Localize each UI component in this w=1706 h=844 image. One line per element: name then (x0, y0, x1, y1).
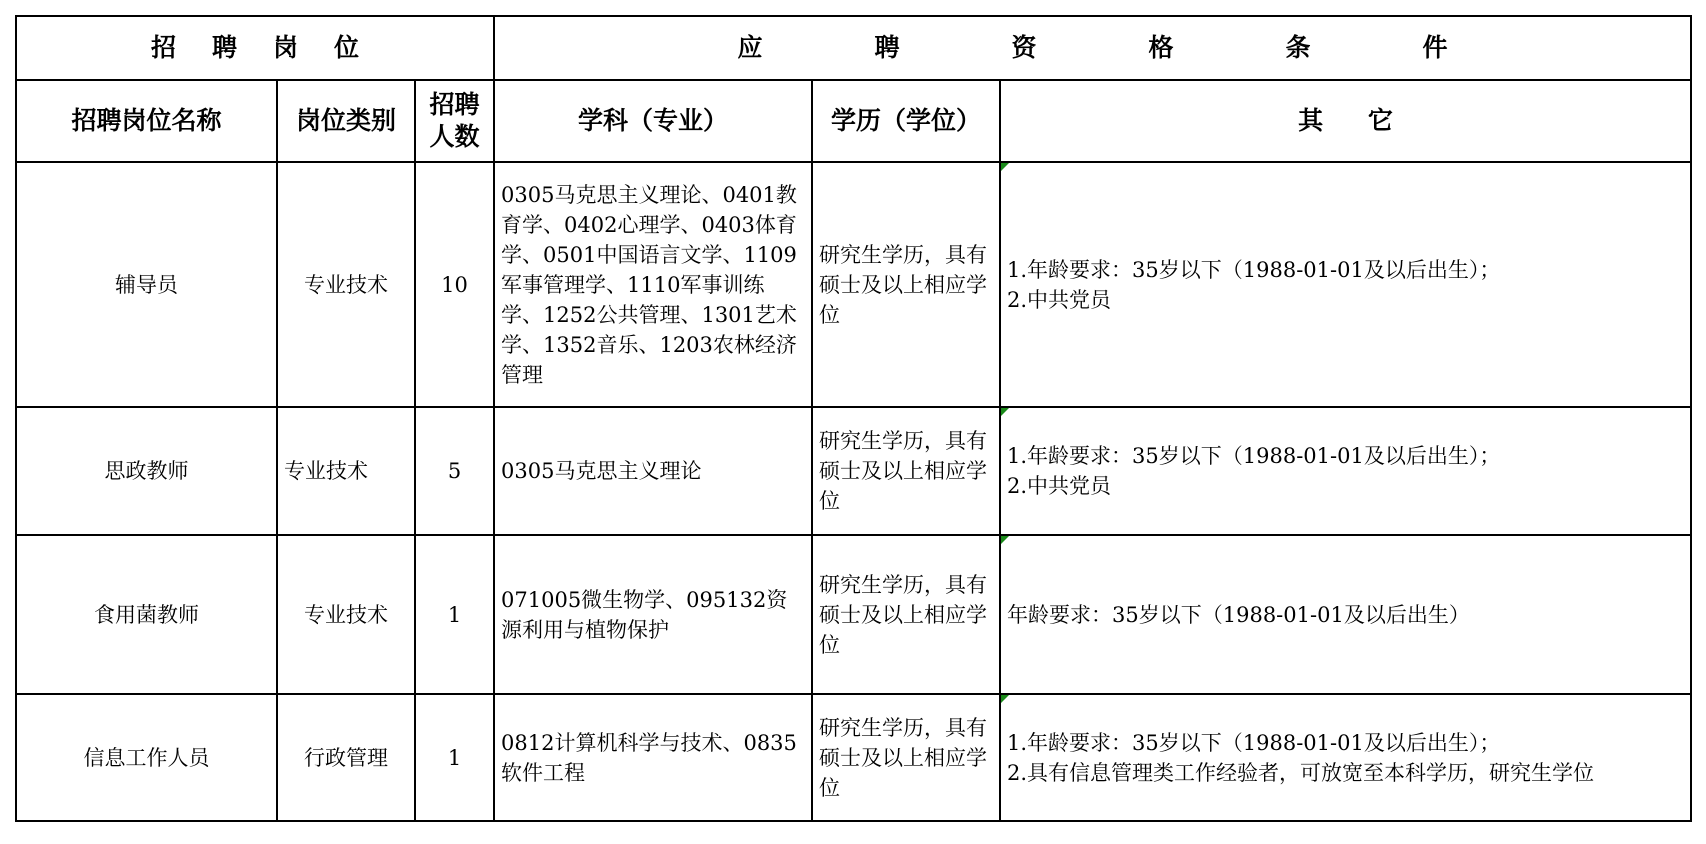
cell-comment-marker (1001, 695, 1009, 703)
table-row (16, 694, 1691, 821)
cell-subject: 0305马克思主义理论、0401教育学、0402心理学、0403体育学、0501中国语言文学、1109军事管理学、1110军事训练学、1252公共管理、1301艺术学、1352音乐、1203农林经济管理 (494, 162, 812, 407)
cell-degree: 研究生学历，具有硕士及以上相应学位 (812, 535, 1000, 694)
column-header-count-line2: 人数 (429, 122, 480, 151)
group-header-positions: 招聘岗位 (16, 16, 494, 80)
cell-count: 1 (415, 694, 494, 821)
other-line: 2.中共党员 (1007, 474, 1112, 498)
cell-category: 专业技术 (277, 162, 415, 407)
cell-count: 1 (415, 535, 494, 694)
table-row (16, 535, 1691, 694)
recruitment-table (15, 15, 1692, 822)
cell-category: 行政管理 (277, 694, 415, 821)
other-line: 2.中共党员 (1007, 287, 1112, 312)
cell-position-name: 食用菌教师 (16, 535, 277, 694)
column-header-count-line1: 招聘 (429, 90, 480, 119)
cell-count: 5 (415, 407, 494, 535)
cell-degree: 研究生学历，具有硕士及以上相应学位 (812, 407, 1000, 535)
cell-degree: 研究生学历，具有硕士及以上相应学位 (812, 694, 1000, 821)
cell-subject: 0305马克思主义理论 (494, 407, 812, 535)
cell-other (1000, 535, 1691, 694)
other-line: 年龄要求：35岁以下（1988-01-01及以后出生） (1007, 602, 1470, 627)
other-line: 1.年龄要求：35岁以下（1988-01-01及以后出生）； (1007, 730, 1501, 755)
column-header-row (16, 80, 1691, 162)
cell-count: 10 (415, 162, 494, 407)
other-line: 1.年龄要求：35岁以下（1988-01-01及以后出生）； (1007, 444, 1501, 468)
column-header-category: 岗位类别 (277, 80, 415, 162)
cell-position-name: 信息工作人员 (16, 694, 277, 821)
cell-subject: 071005微生物学、095132资源利用与植物保护 (494, 535, 812, 694)
column-header-subject: 学科（专业） (494, 80, 812, 162)
cell-position-name: 辅导员 (16, 162, 277, 407)
cell-position-name: 思政教师 (16, 407, 277, 535)
cell-category: 专业技术 (277, 535, 415, 694)
group-header-qualifications: 应聘资格条件 (494, 16, 1691, 80)
column-header-count (415, 80, 494, 162)
column-header-name: 招聘岗位名称 (16, 80, 277, 162)
cell-comment-marker (1001, 163, 1009, 171)
cell-degree: 研究生学历，具有硕士及以上相应学位 (812, 162, 1000, 407)
table-row (16, 162, 1691, 407)
column-header-other: 其 它 (1000, 80, 1691, 162)
cell-other (1000, 694, 1691, 821)
cell-other (1000, 162, 1691, 407)
table-row (16, 407, 1691, 535)
group-header-row (16, 16, 1691, 80)
cell-subject: 0812计算机科学与技术、0835软件工程 (494, 694, 812, 821)
cell-category: 专业技术 (277, 407, 415, 535)
cell-comment-marker (1001, 536, 1009, 544)
cell-comment-marker (1001, 408, 1009, 416)
column-header-degree: 学历（学位） (812, 80, 1000, 162)
cell-other (1000, 407, 1691, 535)
other-line: 1.年龄要求：35岁以下（1988-01-01及以后出生）； (1007, 257, 1501, 282)
other-line: 2.具有信息管理类工作经验者，可放宽至本科学历，研究生学位 (1007, 760, 1595, 785)
recruitment-table-sheet (15, 15, 1690, 827)
